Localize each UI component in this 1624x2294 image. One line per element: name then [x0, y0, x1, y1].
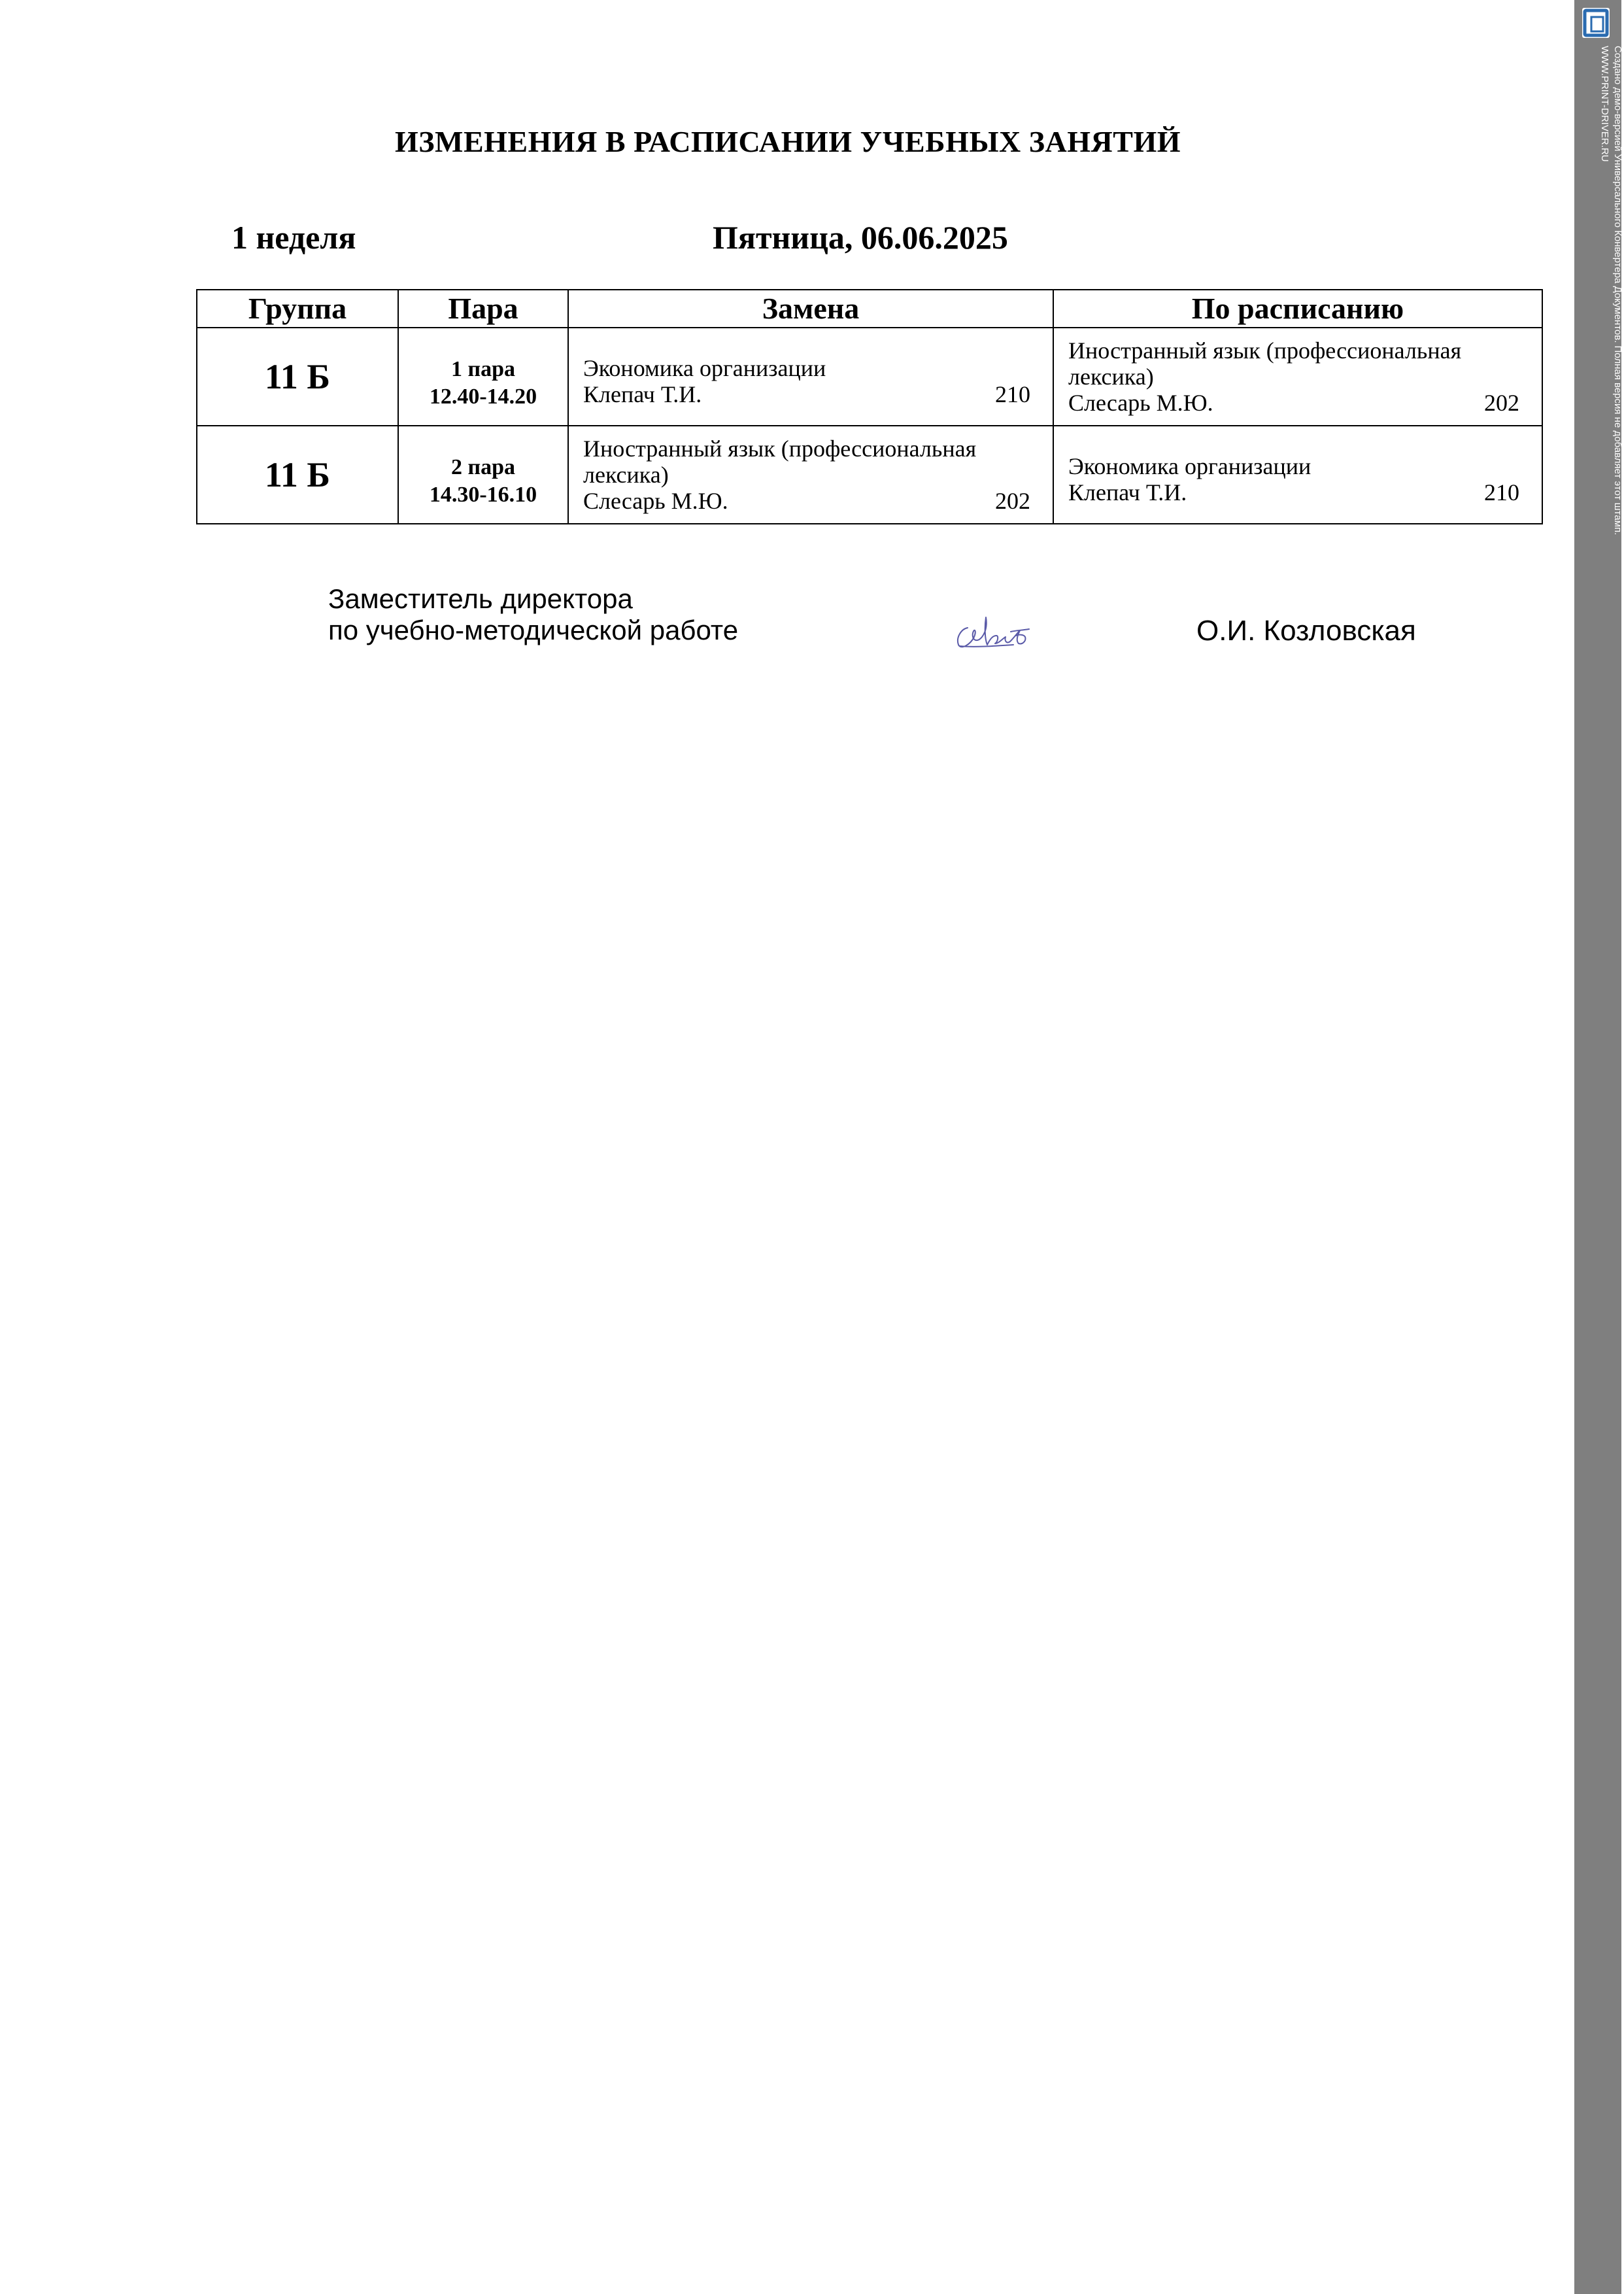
- signer-position: [328, 583, 738, 646]
- room-number: 202: [995, 488, 1030, 514]
- watermark-line2: WWW.PRINT-DRIVER.RU: [1599, 46, 1610, 162]
- replacement-cell: [568, 328, 1053, 426]
- room-number: 210: [995, 381, 1030, 407]
- scheduled-cell: [1053, 328, 1542, 426]
- teacher-name: Клепач Т.И.: [583, 381, 702, 407]
- column-header-group: Группа: [197, 290, 398, 328]
- signer-position-line1: Заместитель директора: [328, 583, 633, 614]
- date-label: Пятница, 06.06.2025: [713, 219, 1008, 256]
- table-row: [197, 328, 1542, 426]
- column-header-replacement: Замена: [568, 290, 1053, 328]
- watermark-line1: Создано демо-версией Универсального Конвертера Документов. Полная версия не добавляет этот штамп.: [1612, 46, 1623, 536]
- watermark-text: [1598, 46, 1624, 535]
- week-label: 1 неделя: [231, 219, 356, 256]
- table-row: [197, 426, 1542, 524]
- room-number: 202: [1484, 390, 1519, 416]
- schedule-changes-table: [196, 289, 1543, 524]
- column-header-scheduled: По расписанию: [1053, 290, 1542, 328]
- pair-cell: [398, 426, 568, 524]
- pair-time: 14.30-16.10: [429, 483, 537, 507]
- pair-number: 1 пара: [451, 357, 515, 381]
- subject-name: Экономика организации: [583, 355, 826, 381]
- room-number: 210: [1484, 479, 1519, 505]
- subject-name: Иностранный язык (профессиональная лексика): [1068, 337, 1462, 390]
- signer-position-line2: по учебно-методической работе: [328, 615, 739, 645]
- teacher-name: Клепач Т.И.: [1068, 479, 1187, 505]
- converter-logo-icon: [1581, 7, 1611, 39]
- teacher-name: Слесарь М.Ю.: [1068, 390, 1213, 416]
- subject-name: Иностранный язык (профессиональная лексика): [583, 436, 977, 488]
- pair-cell: [398, 328, 568, 426]
- document-title: ИЗМЕНЕНИЯ В РАСПИСАНИИ УЧЕБНЫХ ЗАНЯТИЙ: [394, 125, 1181, 158]
- group-cell: 11 Б: [197, 328, 398, 426]
- replacement-cell: [568, 426, 1053, 524]
- column-header-pair: Пара: [398, 290, 568, 328]
- signer-name: О.И. Козловская: [1196, 615, 1416, 647]
- scheduled-cell: [1053, 426, 1542, 524]
- handwritten-signature: [948, 602, 1046, 654]
- pair-number: 2 пара: [451, 455, 515, 479]
- subject-name: Экономика организации: [1068, 453, 1311, 479]
- teacher-name: Слесарь М.Ю.: [583, 488, 728, 514]
- group-cell: 11 Б: [197, 426, 398, 524]
- pair-time: 12.40-14.20: [429, 385, 537, 409]
- table-header-row: [197, 290, 1542, 328]
